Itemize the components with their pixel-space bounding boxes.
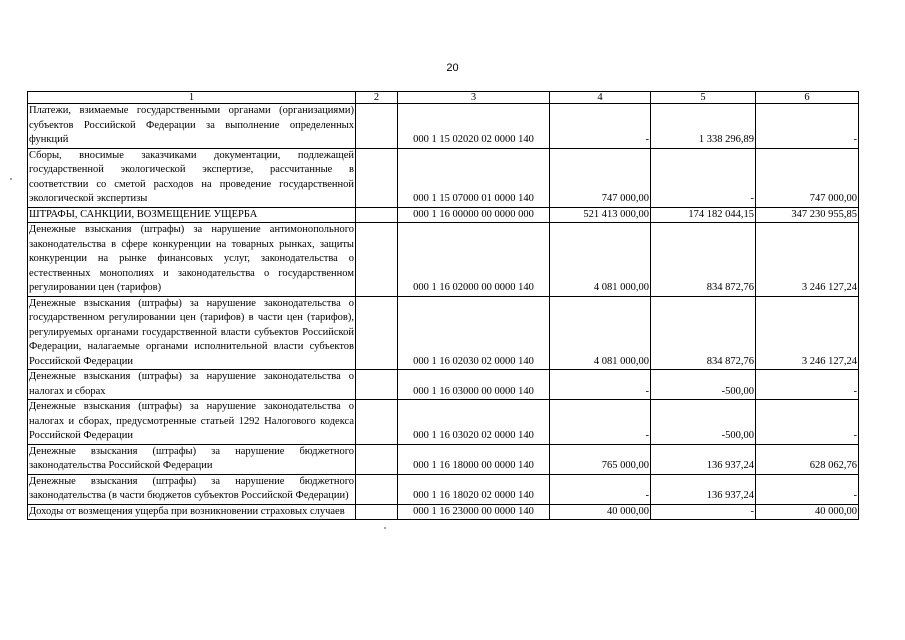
row-description: Сборы, вносимые заказчиками документации, подлежащей государственной экологической экспертизе, рассчитанные в соответствии со сметой расходов на проведение государственной экологической экспертизы bbox=[28, 148, 356, 207]
value-col6: 3 246 127,24 bbox=[756, 296, 859, 370]
empty-cell bbox=[356, 474, 398, 504]
budget-code: 000 1 16 03020 02 0000 140 bbox=[398, 400, 550, 445]
table-row bbox=[28, 104, 859, 149]
column-header: 3 bbox=[398, 92, 550, 104]
empty-cell bbox=[356, 207, 398, 223]
row-description: Денежные взыскания (штрафы) за нарушение законодательства о государственном регулировании цен (тарифов) в части цен (тарифов), регулируемых органами государственной власти субъектов Российской Федерации, налагаемые органами исполнительной власти субъектов Российской Федерации bbox=[28, 296, 356, 370]
column-header: 2 bbox=[356, 92, 398, 104]
table-row bbox=[28, 444, 859, 474]
value-col4: - bbox=[550, 474, 651, 504]
value-col4: 765 000,00 bbox=[550, 444, 651, 474]
value-col4: 4 081 000,00 bbox=[550, 296, 651, 370]
row-description: Денежные взыскания (штрафы) за нарушение законодательства о налогах и сборах, предусмотренные статьей 1292 Налогового кодекса Российской Федерации bbox=[28, 400, 356, 445]
value-col5: -500,00 bbox=[651, 370, 756, 400]
row-description: Денежные взыскания (штрафы) за нарушение антимонопольного законодательства в сфере конкуренции на товарных рынках, защиты конкуренции на рынке финансовых услуг, законодательства о естественных монополиях и законодательства о государственном регулировании цен (тарифов) bbox=[28, 223, 356, 297]
table-row bbox=[28, 296, 859, 370]
value-col5: 834 872,76 bbox=[651, 223, 756, 297]
header-row bbox=[28, 92, 859, 104]
table-row bbox=[28, 148, 859, 207]
table-row bbox=[28, 474, 859, 504]
empty-cell bbox=[356, 296, 398, 370]
empty-cell bbox=[356, 370, 398, 400]
value-col4: 40 000,00 bbox=[550, 504, 651, 520]
empty-cell bbox=[356, 148, 398, 207]
budget-code: 000 1 16 02030 02 0000 140 bbox=[398, 296, 550, 370]
budget-code: 000 1 16 18000 00 0000 140 bbox=[398, 444, 550, 474]
scan-speck bbox=[384, 527, 386, 529]
value-col5: 174 182 044,15 bbox=[651, 207, 756, 223]
table-row bbox=[28, 207, 859, 223]
empty-cell bbox=[356, 400, 398, 445]
budget-code: 000 1 16 00000 00 0000 000 bbox=[398, 207, 550, 223]
row-description: Денежные взыскания (штрафы) за нарушение бюджетного законодательства Российской Федерации bbox=[28, 444, 356, 474]
value-col6: 3 246 127,24 bbox=[756, 223, 859, 297]
empty-cell bbox=[356, 444, 398, 474]
value-col6: 747 000,00 bbox=[756, 148, 859, 207]
row-description: ШТРАФЫ, САНКЦИИ, ВОЗМЕЩЕНИЕ УЩЕРБА bbox=[28, 207, 356, 223]
table-row bbox=[28, 504, 859, 520]
table-row bbox=[28, 370, 859, 400]
budget-code: 000 1 16 03000 00 0000 140 bbox=[398, 370, 550, 400]
value-col5: -500,00 bbox=[651, 400, 756, 445]
value-col6: 40 000,00 bbox=[756, 504, 859, 520]
value-col5: - bbox=[651, 504, 756, 520]
value-col5: 1 338 296,89 bbox=[651, 104, 756, 149]
table-row bbox=[28, 223, 859, 297]
value-col6: - bbox=[756, 104, 859, 149]
budget-code: 000 1 16 23000 00 0000 140 bbox=[398, 504, 550, 520]
value-col6: 347 230 955,85 bbox=[756, 207, 859, 223]
column-header: 6 bbox=[756, 92, 859, 104]
value-col4: 747 000,00 bbox=[550, 148, 651, 207]
row-description: Денежные взыскания (штрафы) за нарушение законодательства о налогах и сборах bbox=[28, 370, 356, 400]
empty-cell bbox=[356, 504, 398, 520]
value-col6: - bbox=[756, 370, 859, 400]
empty-cell bbox=[356, 104, 398, 149]
budget-code: 000 1 16 02000 00 0000 140 bbox=[398, 223, 550, 297]
scan-speck bbox=[10, 178, 12, 180]
row-description: Денежные взыскания (штрафы) за нарушение бюджетного законодательства (в части бюджетов субъектов Российской Федерации) bbox=[28, 474, 356, 504]
budget-code: 000 1 15 02020 02 0000 140 bbox=[398, 104, 550, 149]
row-description: Доходы от возмещения ущерба при возникновении страховых случаев bbox=[28, 504, 356, 520]
empty-cell bbox=[356, 223, 398, 297]
budget-code: 000 1 16 18020 02 0000 140 bbox=[398, 474, 550, 504]
value-col4: - bbox=[550, 400, 651, 445]
budget-code: 000 1 15 07000 01 0000 140 bbox=[398, 148, 550, 207]
value-col4: 4 081 000,00 bbox=[550, 223, 651, 297]
value-col5: 136 937,24 bbox=[651, 444, 756, 474]
value-col4: 521 413 000,00 bbox=[550, 207, 651, 223]
value-col5: 834 872,76 bbox=[651, 296, 756, 370]
value-col6: 628 062,76 bbox=[756, 444, 859, 474]
budget-table bbox=[27, 91, 859, 520]
value-col5: - bbox=[651, 148, 756, 207]
column-header: 1 bbox=[28, 92, 356, 104]
table-row bbox=[28, 400, 859, 445]
value-col6: - bbox=[756, 474, 859, 504]
column-header: 4 bbox=[550, 92, 651, 104]
value-col6: - bbox=[756, 400, 859, 445]
row-description: Платежи, взимаемые государственными органами (организациями) субъектов Российской Федерации за выполнение определенных функций bbox=[28, 104, 356, 149]
value-col4: - bbox=[550, 370, 651, 400]
column-header: 5 bbox=[651, 92, 756, 104]
value-col5: 136 937,24 bbox=[651, 474, 756, 504]
page-number: 20 bbox=[446, 62, 459, 74]
value-col4: - bbox=[550, 104, 651, 149]
